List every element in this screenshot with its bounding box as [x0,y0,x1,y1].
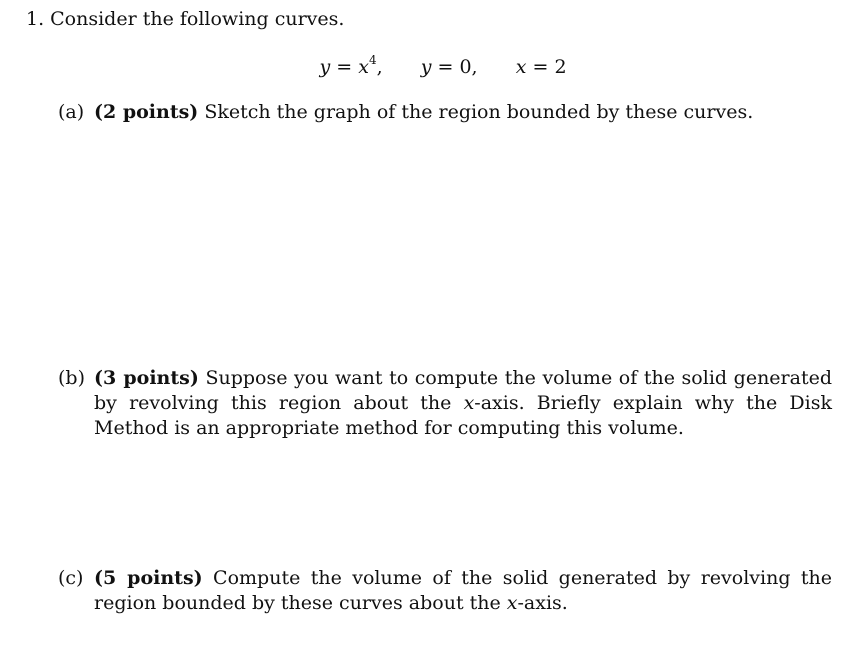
part-c [58,566,832,616]
part-a-body [94,100,832,125]
part-b-points: (3 points) [94,367,199,389]
part-b [58,366,832,441]
part-a [58,100,832,125]
eq1-base: x [358,56,369,78]
eq1-equals: = [336,56,353,78]
part-b-text-1: Suppose you want to compute the volume of the solid generated by revolving this region about the [94,367,832,414]
part-c-points: (5 points) [94,567,203,589]
problem-prompt: Consider the following curves. [50,8,345,30]
eq1-lhs: y [319,56,331,78]
eq3-rhs: 2 [554,56,567,78]
part-b-label: (b) [58,367,85,389]
eq1-separator: , [376,56,383,78]
part-c-label: (c) [58,567,84,589]
problem-header [26,7,344,32]
eq3-equals: = [532,56,549,78]
part-c-text-2: -axis. [517,592,568,614]
eq1-exponent: 4 [368,52,377,67]
eq3-lhs: x [515,56,527,78]
part-a-points: (2 points) [94,101,199,123]
part-a-text: Sketch the graph of the region bounded by these curves. [204,101,754,123]
part-c-body [94,566,832,616]
part-c-variable: x [506,592,518,614]
part-b-variable: x [463,392,475,414]
eq2-rhs: 0, [459,56,478,78]
part-b-body [94,366,832,441]
curve-equations [0,52,862,80]
part-a-label: (a) [58,101,85,123]
problem-number: 1. [26,8,45,30]
part-b-text-2: -axis. Briefly explain why the Disk Method is an appropriate method for computing this volume. [94,392,832,439]
part-c-text-1: Compute the volume of the solid generated by revolving the region bounded by these curves about the [94,567,832,614]
eq2-equals: = [437,56,454,78]
eq2-lhs: y [420,56,432,78]
